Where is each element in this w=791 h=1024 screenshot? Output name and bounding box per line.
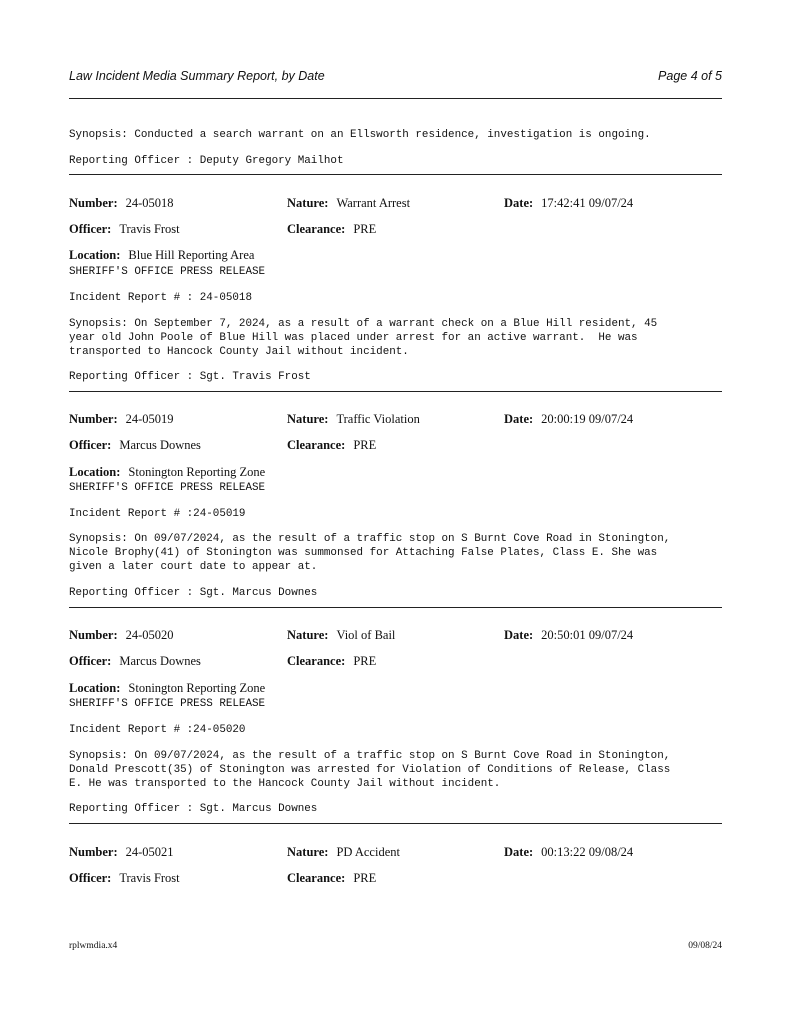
synopsis-line: Synopsis: On 09/07/2024, as the result of a traffic stop on S Burnt Cove Road in Stonington, (69, 533, 671, 545)
incident-date: Date: 20:00:19 09/07/24 (504, 412, 634, 426)
footer-date: 09/08/24 (688, 941, 722, 951)
reporting-officer: Reporting Officer : Sgt. Travis Frost (69, 371, 311, 383)
report-title: Law Incident Media Summary Report, by Date (69, 69, 325, 83)
incident-clearance: Clearance: PRE (287, 222, 377, 236)
prev-reporting-officer: Reporting Officer : Deputy Gregory Mailhot (69, 155, 344, 167)
incident-divider (69, 391, 722, 392)
press-release-label: SHERIFF'S OFFICE PRESS RELEASE (69, 482, 266, 494)
press-release-label: SHERIFF'S OFFICE PRESS RELEASE (69, 266, 266, 278)
incident-nature: Nature: Warrant Arrest (287, 196, 411, 210)
synopsis-line: E. He was transported to the Hancock County Jail without incident. (69, 778, 501, 790)
incident-location: Location: Blue Hill Reporting Area (69, 248, 255, 262)
incident-report-number: Incident Report # :24-05019 (69, 508, 246, 520)
report-page (69, 0, 722, 1024)
incident-report-number: Incident Report # : 24-05018 (69, 292, 252, 304)
synopsis-line: Nicole Brophy(41) of Stonington was summonsed for Attaching False Plates, Class E. She was (69, 547, 658, 559)
incident-divider (69, 823, 722, 824)
incident-divider (69, 174, 722, 175)
incident-clearance: Clearance: PRE (287, 438, 377, 452)
synopsis-line: Synopsis: On 09/07/2024, as the result of a traffic stop on S Burnt Cove Road in Stonington, (69, 750, 671, 762)
page-header (69, 69, 722, 85)
incident-officer: Officer: Travis Frost (69, 222, 180, 236)
page-number: Page 4 of 5 (658, 69, 722, 83)
incident-clearance: Clearance: PRE (287, 654, 377, 668)
incident-date: Date: 17:42:41 09/07/24 (504, 196, 634, 210)
incident-number: Number: 24-05020 (69, 628, 174, 642)
incident-nature: Nature: Traffic Violation (287, 412, 420, 426)
incident-location: Location: Stonington Reporting Zone (69, 681, 266, 695)
incident-report-number: Incident Report # :24-05020 (69, 724, 246, 736)
reporting-officer: Reporting Officer : Sgt. Marcus Downes (69, 587, 318, 599)
incident-location: Location: Stonington Reporting Zone (69, 465, 266, 479)
header-rule (69, 98, 722, 99)
incident-clearance: Clearance: PRE (287, 871, 377, 885)
incident-number: Number: 24-05021 (69, 845, 174, 859)
incident-number: Number: 24-05019 (69, 412, 174, 426)
incident-date: Date: 00:13:22 09/08/24 (504, 845, 634, 859)
incident-number: Number: 24-05018 (69, 196, 174, 210)
footer-report-code: rplwmdia.x4 (69, 941, 118, 951)
synopsis-line: year old John Poole of Blue Hill was placed under arrest for an active warrant. He was (69, 332, 638, 344)
synopsis-line: Donald Prescott(35) of Stonington was arrested for Violation of Conditions of Release, Class (69, 764, 671, 776)
incident-nature: Nature: Viol of Bail (287, 628, 396, 642)
incident-nature: Nature: PD Accident (287, 845, 400, 859)
incident-date: Date: 20:50:01 09/07/24 (504, 628, 634, 642)
press-release-label: SHERIFF'S OFFICE PRESS RELEASE (69, 698, 266, 710)
synopsis-line: given a later court date to appear at. (69, 561, 318, 573)
incident-divider (69, 607, 722, 608)
incident-officer: Officer: Marcus Downes (69, 654, 201, 668)
synopsis-line: transported to Hancock County Jail without incident. (69, 346, 409, 358)
incident-officer: Officer: Marcus Downes (69, 438, 201, 452)
reporting-officer: Reporting Officer : Sgt. Marcus Downes (69, 803, 318, 815)
prev-synopsis: Synopsis: Conducted a search warrant on an Ellsworth residence, investigation is ongoing. (69, 129, 651, 141)
synopsis-line: Synopsis: On September 7, 2024, as a result of a warrant check on a Blue Hill resident, 45 (69, 318, 658, 330)
incident-officer: Officer: Travis Frost (69, 871, 180, 885)
